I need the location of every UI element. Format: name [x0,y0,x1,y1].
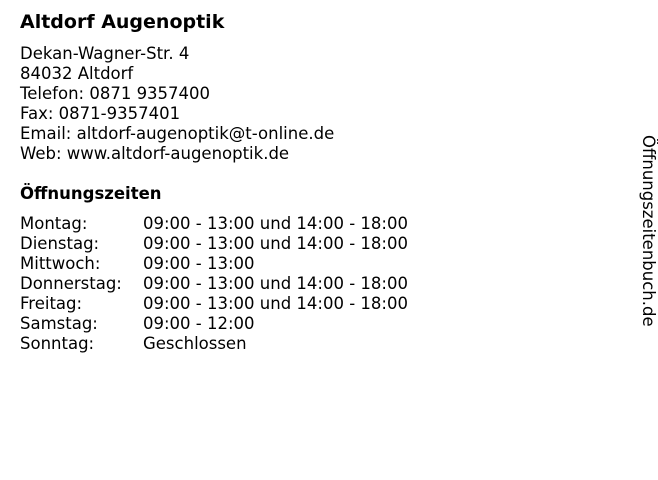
time-range: 09:00 - 13:00 und 14:00 - 18:00 [143,234,408,253]
business-name: Altdorf Augenoptik [20,11,225,33]
time-range: 09:00 - 13:00 [143,254,255,273]
day-label: Montag: [20,214,88,233]
opening-hours-heading: Öffnungszeiten [20,184,162,203]
day-label: Freitag: [20,294,83,313]
time-range: 09:00 - 13:00 und 14:00 - 18:00 [143,274,408,293]
day-label: Donnerstag: [20,274,122,293]
website-address: Web: www.altdorf-augenoptik.de [20,144,290,163]
time-range: 09:00 - 13:00 und 14:00 - 18:00 [143,294,408,313]
day-label: Samstag: [20,314,98,333]
brand-watermark: Öffnungszeitenbuch.de [639,135,658,327]
phone-number: Telefon: 0871 9357400 [20,84,211,103]
street-address: Dekan-Wagner-Str. 4 [20,44,190,63]
fax-number: Fax: 0871-9357401 [20,104,181,123]
day-label: Sonntag: [20,334,95,353]
city-postcode: 84032 Altdorf [20,64,134,83]
time-range: 09:00 - 12:00 [143,314,255,333]
time-range: 09:00 - 13:00 und 14:00 - 18:00 [143,214,408,233]
email-address: Email: altdorf-augenoptik@t-online.de [20,124,335,143]
contact-block [20,44,334,164]
day-label: Mittwoch: [20,254,101,273]
day-label: Dienstag: [20,234,100,253]
time-range: Geschlossen [143,334,247,353]
